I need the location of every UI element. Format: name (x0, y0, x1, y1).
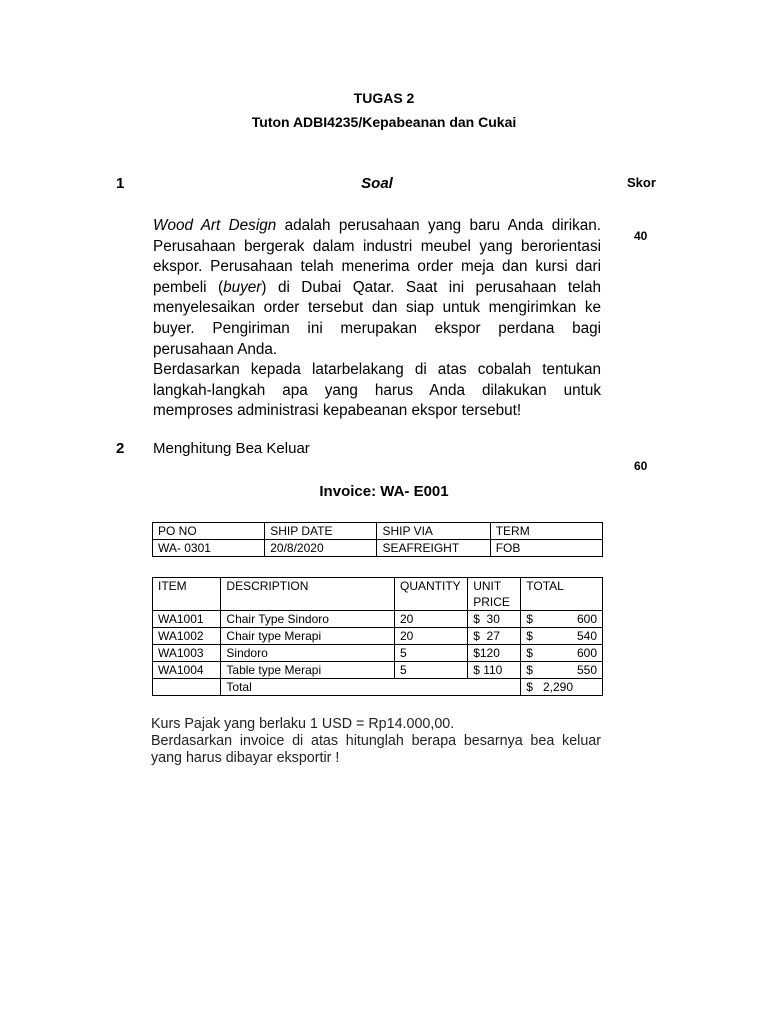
grand-total: $ 2,290 (521, 679, 603, 696)
item-total (521, 645, 603, 662)
header-unit-price: UNIT PRICE (468, 578, 521, 611)
term-value: FOB (490, 540, 602, 557)
items-table (152, 577, 603, 696)
item-unit-price: $ 27 (468, 628, 521, 645)
currency-symbol: $ (526, 612, 533, 626)
table-header-row (153, 523, 603, 540)
item-quantity: 20 (395, 628, 468, 645)
header-description: DESCRIPTION (221, 578, 395, 611)
table-header-row (153, 578, 603, 611)
document-title: TUGAS 2 (353, 90, 415, 106)
table-row (153, 628, 603, 645)
total-amount: 600 (576, 612, 597, 626)
item-quantity: 5 (395, 645, 468, 662)
company-name: Wood Art Design (153, 217, 277, 234)
header-po-no: PO NO (153, 523, 265, 540)
question-2-heading: Menghitung Bea Keluar (153, 440, 310, 457)
question-2-score: 60 (634, 459, 648, 473)
currency-symbol: $ (526, 629, 533, 643)
skor-label: Skor (627, 175, 656, 190)
question-1-score: 40 (634, 229, 648, 243)
item-code: WA1002 (153, 628, 221, 645)
header-term: TERM (490, 523, 602, 540)
po-no-value: WA- 0301 (153, 540, 265, 557)
question-1-paragraph (153, 216, 601, 360)
item-total (521, 662, 603, 679)
item-description: Sindoro (221, 645, 395, 662)
table-row (153, 540, 603, 557)
header-ship-date: SHIP DATE (265, 523, 377, 540)
question-2-number: 2 (116, 440, 125, 457)
item-total (521, 611, 603, 628)
total-label: Total (221, 679, 521, 696)
item-description: Table type Merapi (221, 662, 395, 679)
question-1-instruction: Berdasarkan kepada latarbelakang di atas cobalah tentukan langkah-langkah apa yang harus Anda dilakukan untuk memproses administrasi kepabeanan ekspor tersebut! (153, 361, 601, 420)
paragraph-part-a: adalah perusahaan yang baru Anda dirikan. Perusahaan bergerak dalam industri meubel yang berorientasi ekspor. Perusahaan telah menerima order meja dan kursi dari pembeli ( (153, 217, 602, 296)
total-amount: 540 (576, 629, 597, 643)
total-row (153, 679, 603, 696)
item-unit-price: $ 110 (468, 662, 521, 679)
empty-cell (153, 679, 221, 696)
question-1-number: 1 (116, 175, 125, 192)
header-item: ITEM (153, 578, 221, 611)
currency-symbol: $ (526, 646, 533, 660)
ship-via-value: SEAFREIGHT (377, 540, 490, 557)
header-total: TOTAL (521, 578, 603, 611)
soal-heading: Soal (361, 175, 393, 192)
tax-rate-text: Kurs Pajak yang berlaku 1 USD = Rp14.000,00. (151, 716, 455, 732)
item-quantity: 20 (395, 611, 468, 628)
question-2-text (151, 716, 601, 767)
item-unit-price: $120 (468, 645, 521, 662)
paragraph-part-b: ) di Dubai Qatar. Saat ini perusahaan telah menyelesaikan order tersebut dan siap untuk mengirimkan ke buyer. Pengiriman ini merupakan ekspor perdana bagi perusahaan Anda. (153, 278, 601, 358)
question-2-instruction: Berdasarkan invoice di atas hitunglah berapa besarnya bea keluar yang harus dibayar eksportir ! (151, 733, 601, 766)
invoice-title: Invoice: WA- E001 (319, 483, 449, 500)
item-code: WA1003 (153, 645, 221, 662)
item-total (521, 628, 603, 645)
header-ship-via: SHIP VIA (377, 523, 490, 540)
item-quantity: 5 (395, 662, 468, 679)
item-description: Chair type Merapi (221, 628, 395, 645)
currency-symbol: $ (526, 663, 533, 677)
ship-date-value: 20/8/2020 (265, 540, 377, 557)
header-quantity: QUANTITY (395, 578, 468, 611)
item-code: WA1001 (153, 611, 221, 628)
item-unit-price: $ 30 (468, 611, 521, 628)
shipping-table (152, 522, 603, 557)
question-1-text (153, 216, 601, 422)
total-amount: 600 (576, 646, 597, 660)
table-row (153, 662, 603, 679)
buyer-term: buyer (223, 278, 262, 296)
item-description: Chair Type Sindoro (221, 611, 395, 628)
item-code: WA1004 (153, 662, 221, 679)
document-subtitle: Tuton ADBI4235/Kepabeanan dan Cukai (251, 114, 517, 130)
table-row (153, 645, 603, 662)
total-amount: 550 (576, 663, 597, 677)
table-row (153, 611, 603, 628)
